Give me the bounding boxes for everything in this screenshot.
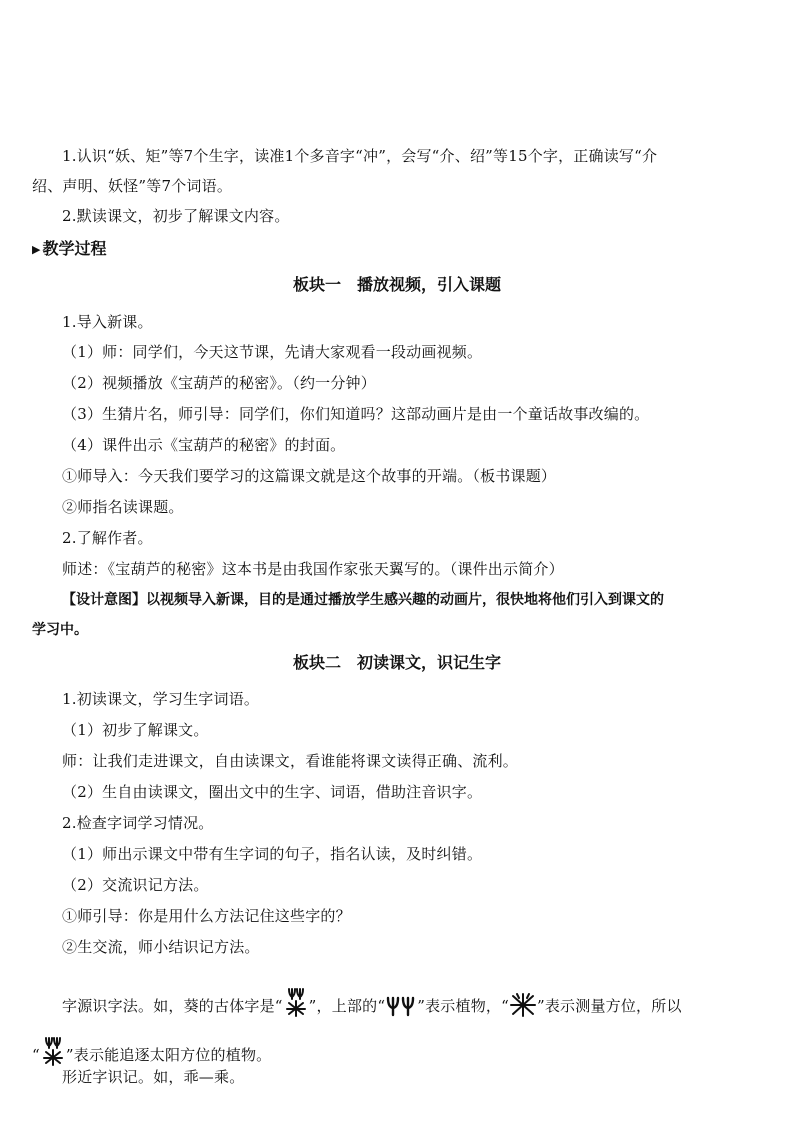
- similar-characters-line: 形近字识记。如，乖—乘。: [62, 1068, 245, 1086]
- process-heading-text: 教学过程: [42, 239, 107, 258]
- block2-step1: 1.初读课文，学习生字词语。: [62, 690, 260, 708]
- block1-step1: 1.导入新课。: [62, 313, 153, 331]
- design-intent-cont: 学习中。: [32, 622, 88, 638]
- design-intent: 【设计意图】以视频导入新课，目的是通过播放学生感兴趣的动画片，很快地将他们引入到课文的: [62, 592, 664, 608]
- block1-s3: （3）生猜片名，师引导：同学们，你们知道吗？这部动画片是由一个童话故事改编的。: [62, 405, 650, 423]
- block2-s2: （2）生自由读课文，圈出文中的生字、词语，借助注音识字。: [62, 783, 483, 801]
- block2-teacher: 师：让我们走进课文，自由读课文，看谁能将课文读得正确、流利。: [62, 752, 519, 770]
- goal-line-1-cont: 绍、声明、妖怪”等7个词语。: [32, 177, 233, 195]
- ancient-kui-character-icon: [284, 987, 308, 1022]
- block1-step2: 2.了解作者。: [62, 529, 153, 547]
- block2-g2: ②生交流，师小结识记方法。: [62, 938, 260, 956]
- block2-step2: 2.检查字词学习情况。: [62, 814, 214, 832]
- block1-title: 板块一 播放视频，引入课题: [292, 275, 501, 294]
- block2-c1: （1）师出示课文中带有生字词的句子，指名认读，及时纠错。: [62, 845, 483, 863]
- block2-s1: （1）初步了解课文。: [62, 721, 209, 739]
- block1-c2: ②师指名读课题。: [62, 498, 184, 516]
- block1-s4: （4）课件出示《宝葫芦的秘密》的封面。: [62, 436, 346, 454]
- etymology-line: 字源识字法。如，葵的古体字是“ ”，上部的“ ”表示植物，“ ”表示测量方位，所以: [62, 987, 682, 1022]
- block1-s2: （2）视频播放《宝葫芦的秘密》。（约一分钟）: [62, 374, 376, 392]
- block2-c2: （2）交流识记方法。: [62, 876, 209, 894]
- process-heading: [32, 238, 106, 261]
- goal-line-1: 1.认识“妖、矩”等7个生字，读准1个多音字“冲”，会写“介、绍”等15个字，正确读写“介: [62, 147, 658, 165]
- plant-radical-icon: [386, 995, 416, 1022]
- goal-line-2: 2.默读课文，初步了解课文内容。: [62, 207, 290, 225]
- block2-g1: ①师引导：你是用什么方法记住这些字的？: [62, 907, 351, 925]
- block1-c1: ①师导入：今天我们要学习的这篇课文就是这个故事的开端。（板书课题）: [62, 467, 557, 485]
- ancient-kui-character-icon: [41, 1036, 65, 1071]
- block2-title: 板块二 初读课文，识记生字: [292, 653, 501, 672]
- etymology-line-cont: “ ”表示能追逐太阳方位的植物。: [32, 1036, 271, 1071]
- block1-s1: （1）师：同学们，今天这节课，先请大家观看一段动画视频。: [62, 343, 483, 361]
- block1-narration: 师述：《宝葫芦的秘密》这本书是由我国作家张天翼写的。（课件出示简介）: [62, 560, 564, 578]
- triangle-bullet-icon: ▶: [32, 243, 41, 256]
- measuring-direction-icon: [510, 993, 536, 1022]
